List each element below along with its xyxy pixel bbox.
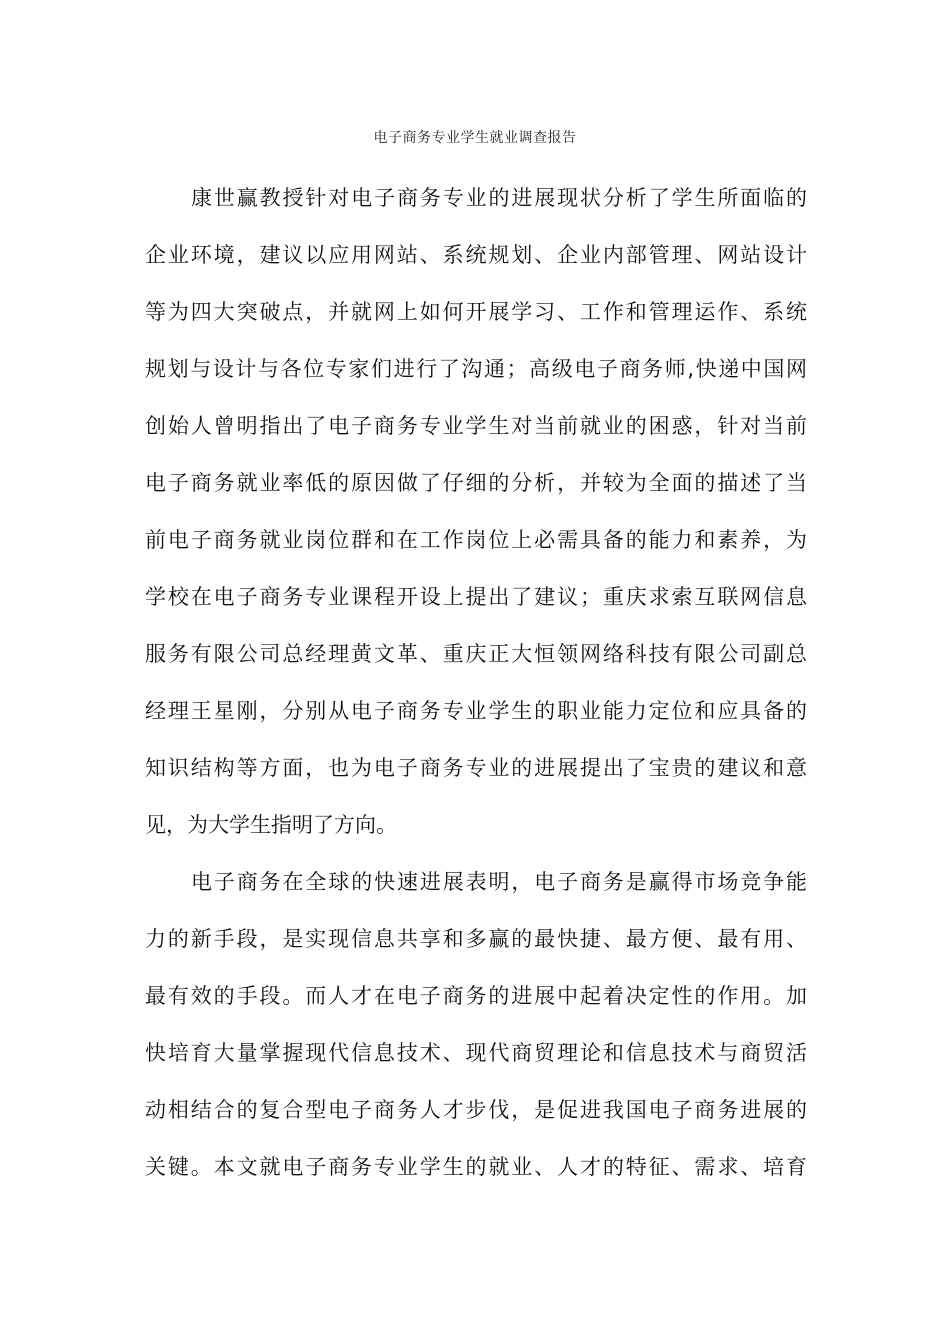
paragraph-1-line-10: 经理王星刚，分别从电子商务专业学生的职业能力定位和应具备的	[145, 699, 807, 723]
paragraph-1-line-9: 服务有限公司总经理黄文革、重庆正大恒领网络科技有限公司副总	[145, 642, 807, 666]
paragraph-1-line-1: 康世赢教授针对电子商务专业的进展现状分析了学生所面临的	[191, 186, 807, 210]
paragraph-1-line-6: 电子商务就业率低的原因做了仔细的分析，并较为全面的描述了当	[145, 471, 807, 495]
document-title: 电子商务专业学生就业调查报告	[373, 130, 577, 146]
paragraph-1-line-4: 规划与设计与各位专家们进行了沟通；高级电子商务师,快递中国网	[145, 357, 807, 381]
paragraph-1-line-12: 见，为大学生指明了方向。	[145, 813, 397, 837]
paragraph-2-line-5: 动相结合的复合型电子商务人才步伐，是促进我国电子商务进展的	[145, 1098, 807, 1122]
paragraph-1-line-11: 知识结构等方面，也为电子商务专业的进展提出了宝贵的建议和意	[145, 756, 807, 780]
paragraph-1-line-5: 创始人曾明指出了电子商务专业学生对当前就业的困惑，针对当前	[145, 414, 807, 438]
paragraph-2-line-6: 关键。本文就电子商务专业学生的就业、人才的特征、需求、培育	[145, 1155, 807, 1179]
document-body	[145, 170, 807, 1196]
paragraph-2-line-4: 快培育大量掌握现代信息技术、现代商贸理论和信息技术与商贸活	[145, 1041, 807, 1065]
paragraph-2-line-2: 力的新手段，是实现信息共享和多赢的最快捷、最方便、最有用、	[145, 927, 807, 951]
paragraph-2-line-3: 最有效的手段。而人才在电子商务的进展中起着决定性的作用。加	[145, 984, 807, 1008]
paragraph-1-line-2: 企业环境，建议以应用网站、系统规划、企业内部管理、网站设计	[145, 243, 807, 267]
paragraph-1-line-3: 等为四大突破点，并就网上如何开展学习、工作和管理运作、系统	[145, 300, 807, 324]
paragraph-1-line-7: 前电子商务就业岗位群和在工作岗位上必需具备的能力和素养，为	[145, 528, 807, 552]
paragraph-2-line-1: 电子商务在全球的快速进展表明，电子商务是赢得市场竞争能	[191, 870, 807, 894]
paragraph-1-line-8: 学校在电子商务专业课程开设上提出了建议；重庆求索互联网信息	[145, 585, 807, 609]
